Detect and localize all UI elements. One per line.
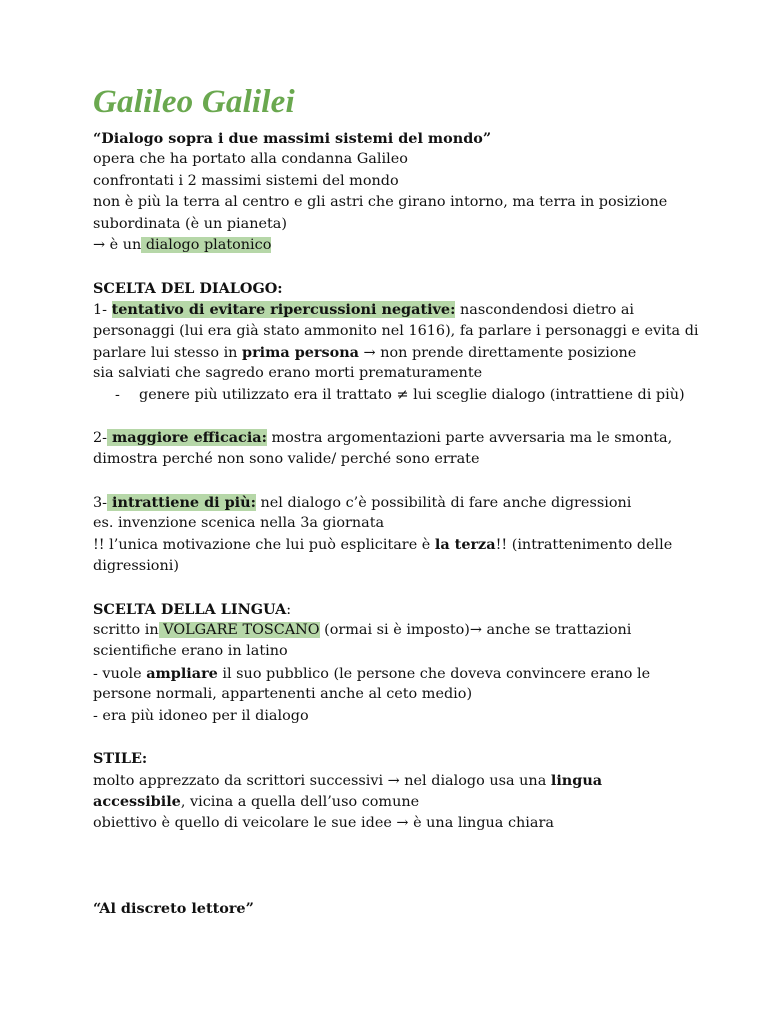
- bullet-dash: -: [115, 386, 120, 403]
- paragraph-line: [93, 791, 693, 812]
- text-span: - vuole: [93, 665, 147, 682]
- text-span: nascondendosi dietro ai: [455, 302, 635, 319]
- highlight-maggiore-efficacia: maggiore efficacia:: [107, 429, 267, 447]
- section-heading-scelta-dialogo: SCELTA DEL DIALOGO:: [93, 279, 283, 297]
- intro-line: opera che ha portato alla condanna Galileo: [93, 151, 408, 168]
- spacer: [93, 577, 693, 598]
- footer-heading: “Al discreto lettore”: [93, 900, 254, 918]
- paragraph-line: [93, 299, 693, 320]
- list-number: 3-: [93, 494, 108, 511]
- section-heading-scelta-lingua: [93, 599, 693, 620]
- text-span: , vicina a quella dell’uso comune: [180, 794, 420, 811]
- highlight-tentativo: tentativo di evitare ripercussioni negative:: [111, 301, 456, 319]
- spacer: [93, 834, 693, 877]
- spacer: [93, 406, 693, 427]
- work-title: “Dialogo sopra i due massimi sistemi del mondo”: [93, 130, 492, 147]
- text-span: !! l’unica motivazione che lui può esplicitare è: [93, 537, 435, 554]
- bullet-item: [93, 385, 693, 406]
- paragraph-line: obiettivo è quello di veicolare le sue idee → è una lingua chiara: [93, 814, 554, 831]
- page-title: Galileo Galilei: [93, 84, 295, 120]
- bold-text: accessibile: [93, 793, 181, 811]
- document-body: [93, 128, 699, 919]
- text-span: il suo pubblico (le persone che doveva convincere erano le: [217, 665, 651, 682]
- text-span: parlare lui stesso in: [93, 344, 243, 361]
- text-span: → non prende direttamente posizione: [358, 344, 637, 361]
- paragraph-line: [93, 342, 693, 363]
- text-span: molto apprezzato da scrittori successivi → nel dialogo usa una: [93, 772, 551, 789]
- intro-line: [93, 235, 693, 256]
- heading-text: SCELTA DELLA LINGUA: [93, 600, 287, 618]
- bold-text: prima persona: [242, 343, 359, 361]
- paragraph-line: persone normali, appartenenti anche al ceto medio): [93, 686, 473, 703]
- bold-text: la terza: [434, 536, 496, 554]
- spacer: [93, 727, 693, 748]
- arrow-text: → è un: [93, 236, 142, 253]
- intro-line: confrontati i 2 massimi sistemi del mondo: [93, 172, 399, 189]
- paragraph-line: [93, 427, 693, 448]
- text-span: (ormai si è imposto)→ anche se trattazioni: [319, 621, 632, 638]
- text-span: mostra argomentazioni parte avversaria ma le smonta,: [266, 430, 673, 447]
- spacer: [93, 877, 693, 898]
- paragraph-line: [93, 770, 693, 791]
- paragraph-line: es. invenzione scenica nella 3a giornata: [93, 515, 385, 532]
- intro-line: non è più la terra al centro e gli astri che girano intorno, ma terra in posizione: [93, 194, 668, 211]
- paragraph-line: [93, 492, 693, 513]
- paragraph-line: - era più idoneo per il dialogo: [93, 707, 309, 724]
- highlight-volgare-toscano: VOLGARE TOSCANO: [158, 621, 320, 638]
- list-number: 2-: [93, 430, 108, 447]
- paragraph-line: dimostra perché non sono valide/ perché sono errate: [93, 450, 480, 467]
- text-span: nel dialogo c’è possibilità di fare anche digressioni: [255, 494, 632, 511]
- paragraph-line: digressioni): [93, 557, 179, 574]
- bold-text: ampliare: [146, 664, 218, 682]
- paragraph-line: personaggi (lui era già stato ammonito nel 1616), fa parlare i personaggi e evita di: [93, 322, 699, 339]
- text-span: !! (intrattenimento delle: [495, 537, 673, 554]
- paragraph-line: sia salviati che sagredo erano morti prematuramente: [93, 365, 483, 382]
- paragraph-line: [93, 620, 693, 641]
- intro-line: subordinata (è un pianeta): [93, 215, 287, 232]
- paragraph-line: [93, 663, 693, 684]
- highlight-intrattiene: intrattiene di più:: [107, 493, 256, 511]
- list-number: 1-: [93, 302, 112, 319]
- bold-text: lingua: [550, 771, 603, 789]
- highlight-dialogo-platonico: dialogo platonico: [141, 236, 272, 253]
- paragraph-line: scientifiche erano in latino: [93, 643, 288, 660]
- bullet-text: genere più utilizzato era il trattato ≠ lui sceglie dialogo (intrattiene di più): [139, 386, 685, 403]
- spacer: [93, 470, 693, 491]
- heading-colon: :: [286, 601, 292, 618]
- spacer: [93, 256, 693, 277]
- paragraph-line: [93, 534, 693, 555]
- text-span: scritto in: [93, 621, 159, 638]
- section-heading-stile: STILE:: [93, 750, 148, 768]
